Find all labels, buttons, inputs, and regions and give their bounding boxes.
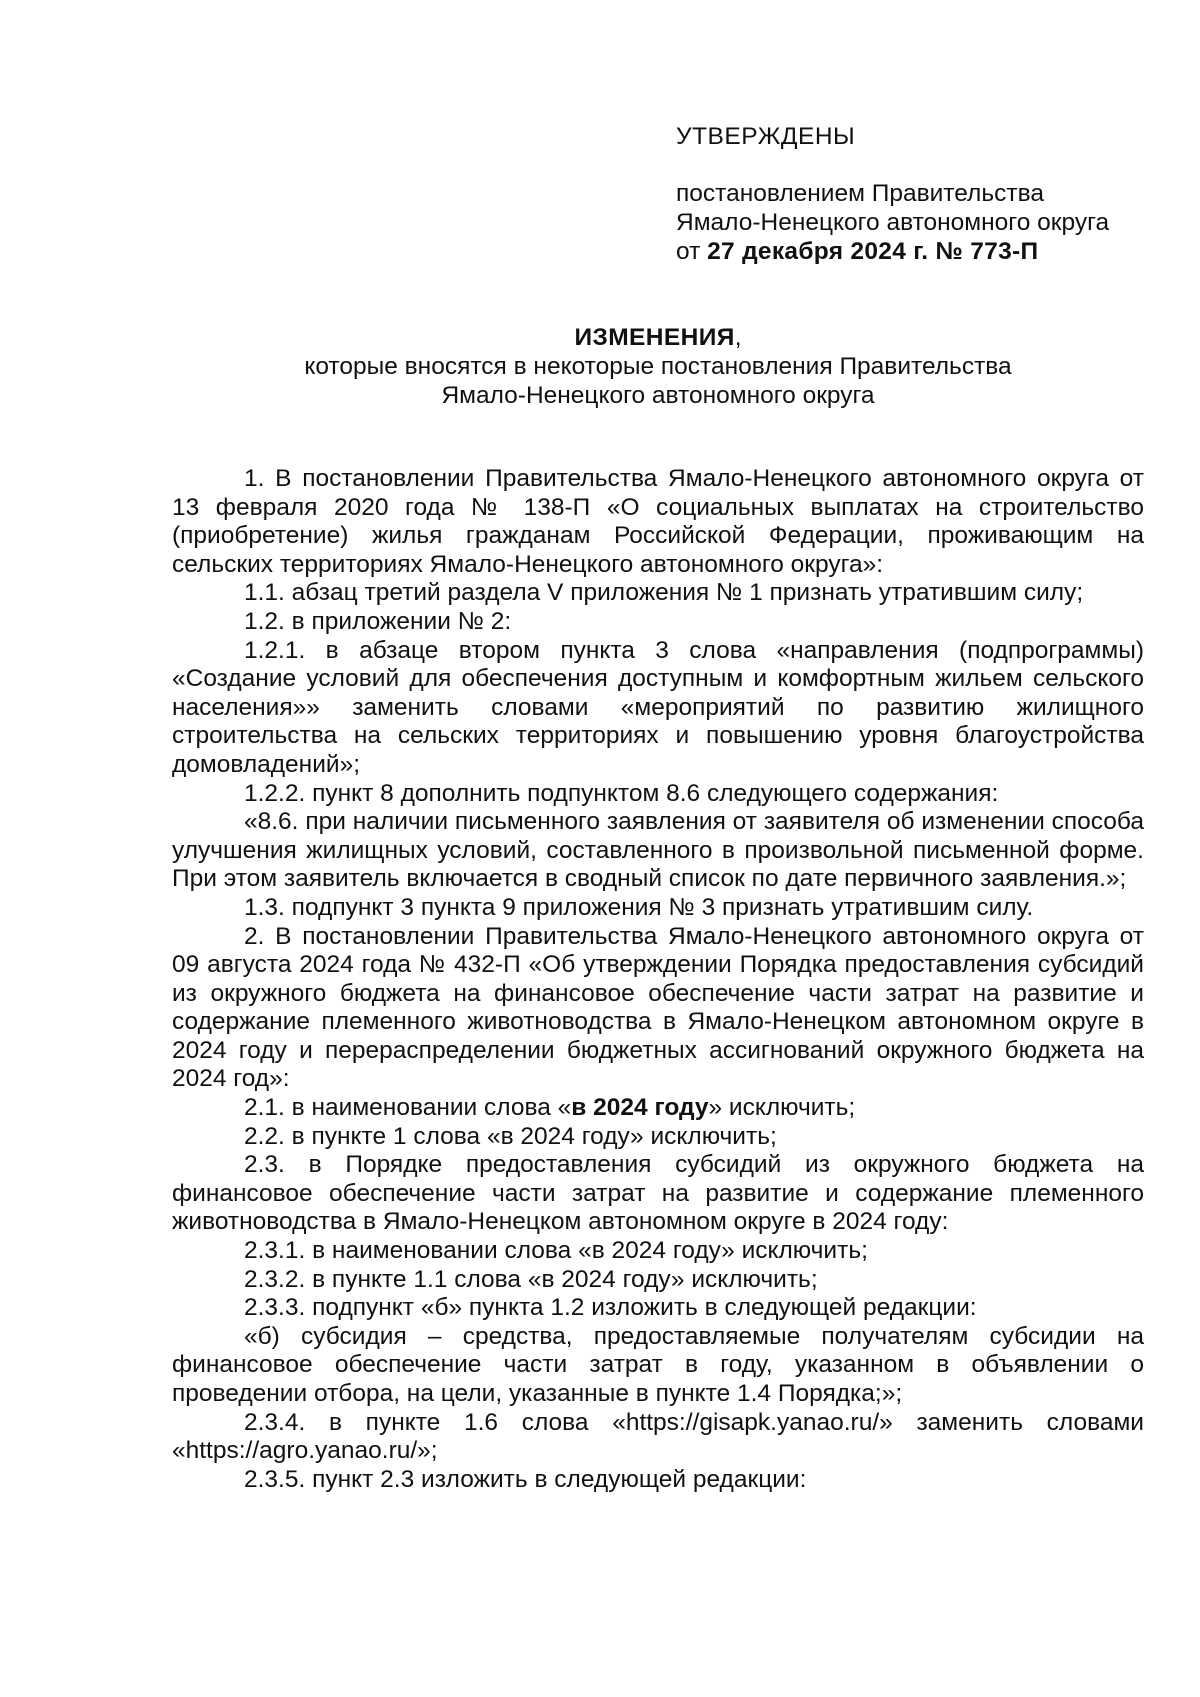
paragraph-8-6-quote: «8.6. при наличии письменного заявления от заявителя об изменении способа улучшения жилищных условий, составленного в произвольной письменной форме. При этом заявитель включается в сводный список по дате первичного заявления.»;: [172, 808, 1144, 893]
paragraph-2-3-5: 2.3.5. пункт 2.3 изложить в следующей редакции:: [244, 1465, 807, 1493]
paragraph-2-3-4: 2.3.4. в пункте 1.6 слова «https://gisapk.yanao.ru/» заменить словами «https://agro.yanao.ru/»;: [172, 1408, 1144, 1465]
approval-block: [676, 122, 1156, 266]
title-line-1: которые вносятся в некоторые постановления Правительства: [304, 353, 1012, 380]
approved-label: УТВЕРЖДЕНЫ: [676, 123, 856, 150]
paragraph-2-1-start: 2.1. в наименовании слова «: [244, 1094, 572, 1122]
paragraph-2-1-end: » исключить;: [708, 1094, 856, 1122]
paragraph-1-2: 1.2. в приложении № 2:: [244, 607, 512, 635]
paragraph-1-3: 1.3. подпункт 3 пункта 9 приложения № 3 признать утратившим силу.: [244, 893, 1034, 921]
paragraph-2-3-3: 2.3.3. подпункт «б» пункта 1.2 изложить в следующей редакции:: [244, 1294, 977, 1322]
paragraph-2-1: [172, 1094, 1144, 1123]
paragraph-2-3: 2.3. в Порядке предоставления субсидий из окружного бюджета на финансовое обеспечение части затрат на развитие и содержание племенного животноводства в Ямало-Ненецком автономном округе в 2024 году:: [172, 1151, 1144, 1236]
title-line-2: Ямало-Ненецкого автономного округа: [441, 382, 875, 409]
approval-line-2: Ямало-Ненецкого автономного округа: [676, 209, 1110, 236]
paragraph-1-2-2: 1.2.2. пункт 8 дополнить подпунктом 8.6 следующего содержания:: [244, 779, 999, 807]
paragraph-b-quote: «б) субсидия – средства, предоставляемые получателям субсидии на финансовое обеспечение части затрат в году, указанном в объявлении о проведении отбора, на цели, указанные в пункте 1.4 Порядка;»;: [172, 1322, 1144, 1407]
approval-line-1: постановлением Правительства: [676, 180, 1044, 207]
title-heading-suffix: ,: [734, 324, 742, 351]
approval-date: 27 декабря 2024 г. № 773-П: [707, 238, 1039, 265]
paragraph-2-3-2: 2.3.2. в пункте 1.1 слова «в 2024 году» исключить;: [244, 1265, 818, 1293]
document-title: [172, 323, 1144, 410]
approval-date-prefix: от: [676, 238, 708, 265]
paragraph-2-2: 2.2. в пункте 1 слова «в 2024 году» исключить;: [244, 1122, 777, 1150]
title-heading-line: [172, 323, 1144, 352]
paragraph-2: 2. В постановлении Правительства Ямало-Ненецкого автономного округа от 09 августа 2024 года № 432-П «Об утверждении Порядка предоставления субсидий из окружного бюджета на финансовое обеспечение части затрат на развитие и содержание племенного животноводства в Ямало-Ненецком автономном округе в 2024 году и перераспределении бюджетных ассигнований окружного бюджета на 2024 год»:: [172, 922, 1144, 1093]
title-heading: ИЗМЕНЕНИЯ: [574, 324, 735, 351]
paragraph-2-1-bold: в 2024 году: [571, 1094, 709, 1122]
paragraph-2-3-1: 2.3.1. в наименовании слова «в 2024 году» исключить;: [244, 1237, 868, 1265]
paragraph-1: 1. В постановлении Правительства Ямало-Ненецкого автономного округа от 13 февраля 2020 года № 138-П «О социальных выплатах на строительство (приобретение) жилья гражданам Российской Федерации, проживающим на сельских территориях Ямало-Ненецкого автономного округа»:: [172, 465, 1144, 578]
paragraph-1-1: 1.1. абзац третий раздела V приложения № 1 признать утратившим силу;: [244, 579, 1084, 607]
document-body: [172, 465, 1144, 1494]
approval-date-line: [676, 237, 1156, 266]
paragraph-1-2-1: 1.2.1. в абзаце втором пункта 3 слова «направления (подпрограммы) «Создание условий для обеспечения доступным и комфортным жильем сельского населения»» заменить словами «мероприятий по развитию жилищного строительства на сельских территориях и повышению уровня благоустройства домовладений»;: [172, 636, 1144, 778]
